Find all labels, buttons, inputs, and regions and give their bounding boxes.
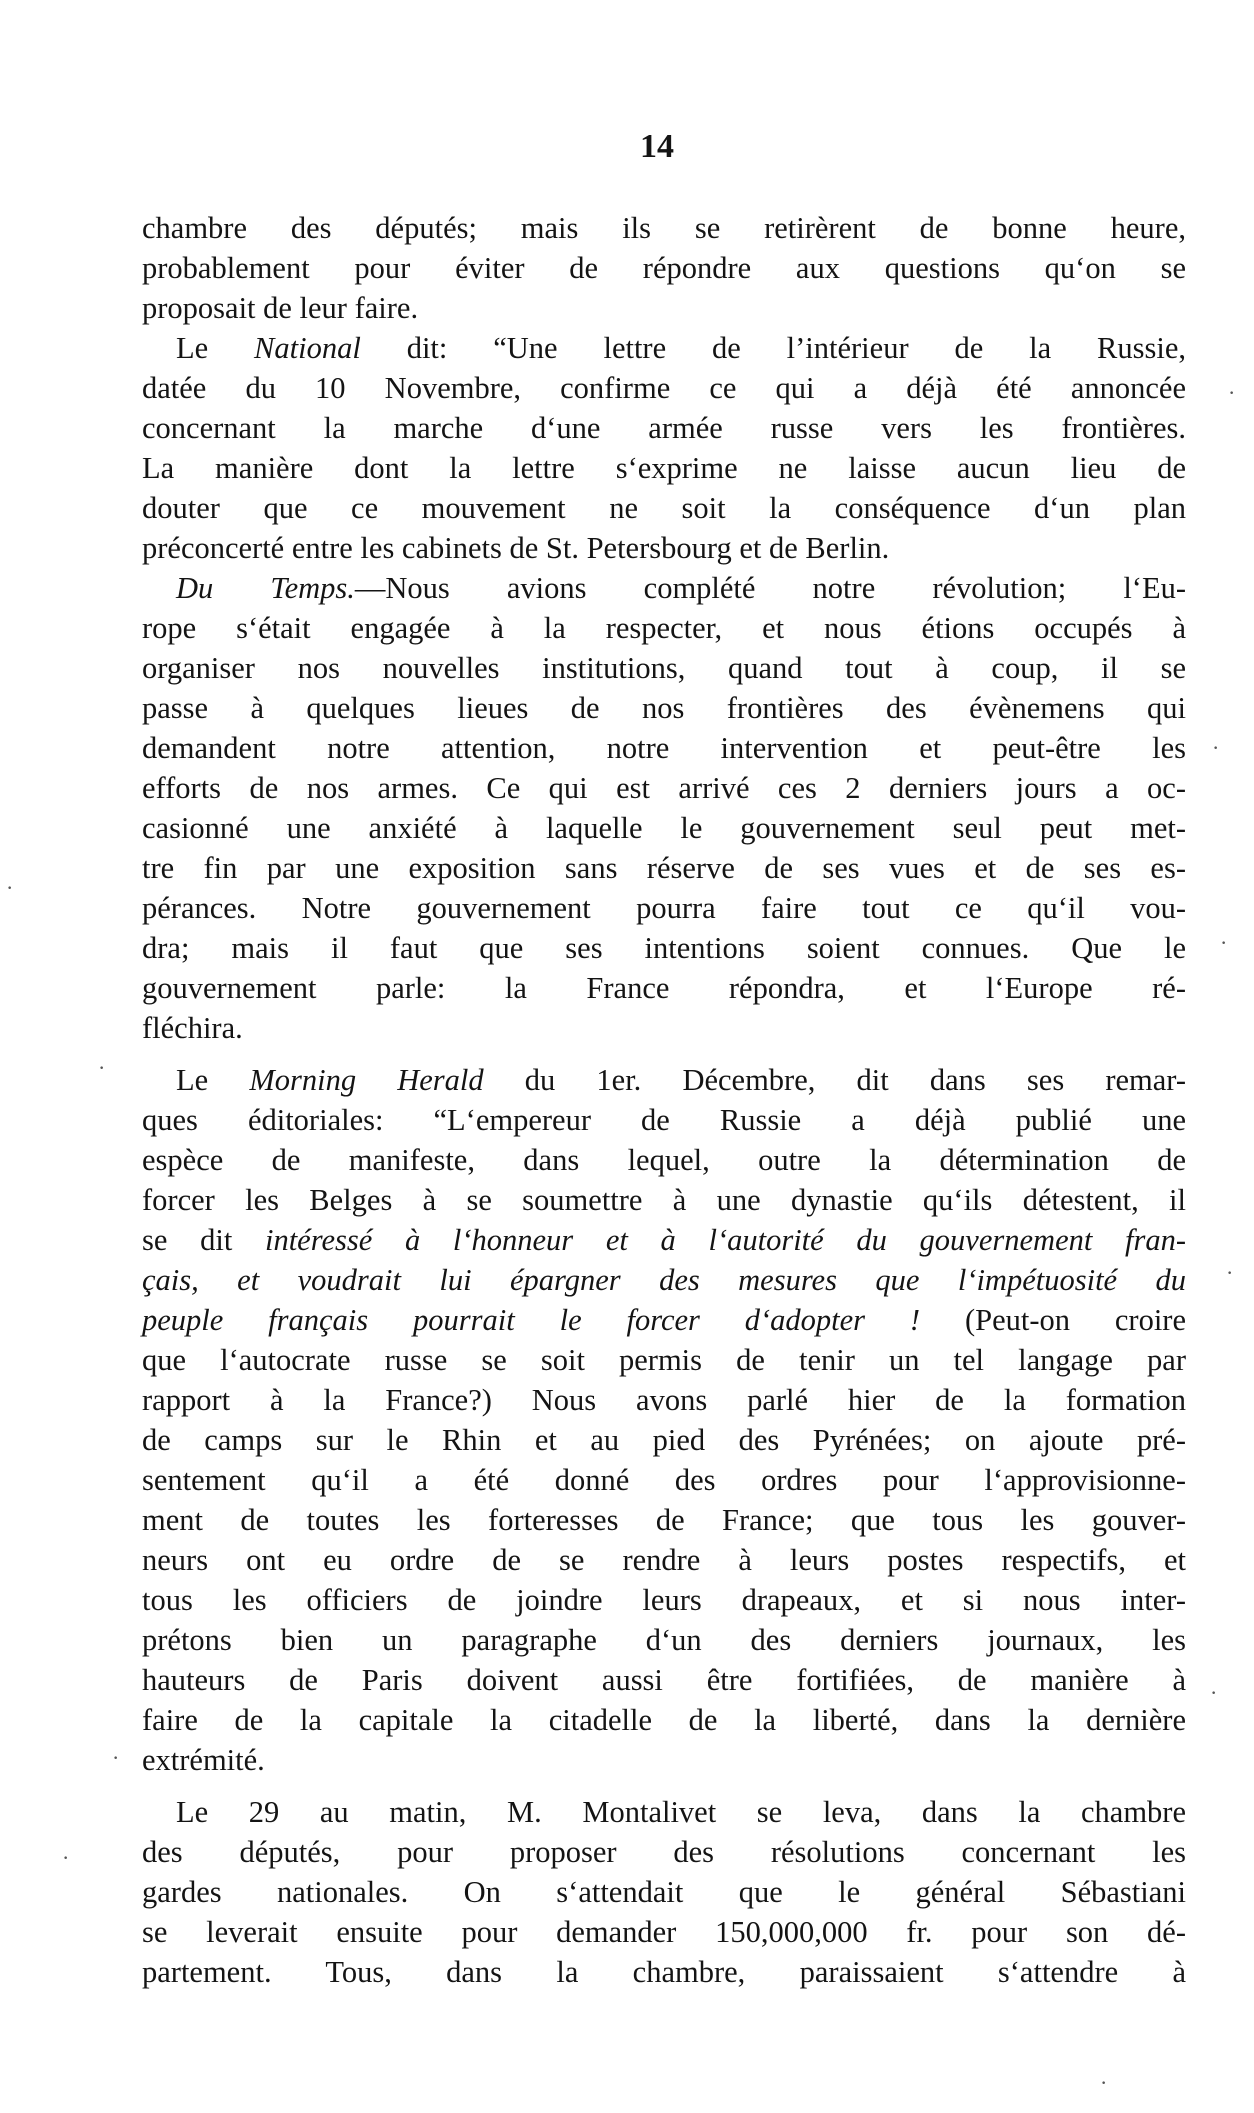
text-segment: rapport à la France?) Nous avons parlé hier de la formation: [142, 1383, 1186, 1417]
text-line: [142, 328, 1186, 368]
text-line: [142, 1700, 1186, 1740]
text-segment: Le: [176, 331, 255, 365]
text-segment: proposait de leur faire.: [142, 291, 419, 325]
text-line: [142, 208, 1186, 248]
paragraph-gap: [142, 1780, 1186, 1792]
text-line: [142, 1620, 1186, 1660]
text-segment: efforts de nos armes. Ce qui est arrivé ces 2 derniers jours a oc-: [142, 771, 1186, 805]
text-segment: douter que ce mouvement ne soit la conséquence d‘un plan: [142, 491, 1186, 525]
text-segment: extrémité.: [142, 1743, 265, 1777]
text-line: [142, 848, 1186, 888]
text-segment: organiser nos nouvelles institutions, quand tout à coup, il se: [142, 651, 1186, 685]
text-segment: gouvernement parle: la France répondra, et l‘Europe ré-: [142, 971, 1186, 1005]
text-segment: forcer les Belges à se soumettre à une dynastie qu‘ils détestent, il: [142, 1183, 1186, 1217]
text-segment: concernant la marche d‘une armée russe vers les frontières.: [142, 411, 1186, 445]
text-segment: sentement qu‘il a été donné des ordres pour l‘approvisionne-: [142, 1463, 1186, 1497]
text-line: [142, 408, 1186, 448]
body-text: [142, 208, 1186, 1992]
text-line: [142, 1340, 1186, 1380]
text-line: [142, 1380, 1186, 1420]
text-line: [142, 648, 1186, 688]
italic-text: National: [254, 331, 361, 365]
text-segment: datée du 10 Novembre, confirme ce qui a déjà été annoncée: [142, 371, 1186, 405]
text-line: [142, 288, 1186, 328]
text-segment: dit: “Une lettre de l’intérieur de la Russie,: [360, 331, 1186, 365]
text-line: [142, 368, 1186, 408]
text-line: [142, 1500, 1186, 1540]
text-segment: Le 29 au matin, M. Montalivet se leva, dans la chambre: [176, 1795, 1186, 1829]
text-line: [142, 1180, 1186, 1220]
text-segment: espèce de manifeste, dans lequel, outre la détermination de: [142, 1143, 1186, 1177]
text-line: [142, 1540, 1186, 1580]
italic-text: intéressé à l‘honneur et à l‘autorité du gouvernement fran-: [264, 1223, 1187, 1257]
text-segment: neurs ont eu ordre de se rendre à leurs postes respectifs, et: [142, 1543, 1186, 1577]
text-segment: partement. Tous, dans la chambre, paraissaient s‘attendre à: [142, 1955, 1186, 1989]
text-line: [142, 1740, 1186, 1780]
text-line: [142, 1260, 1186, 1300]
text-segment: Le: [176, 1063, 250, 1097]
italic-text: Du Temps.: [176, 571, 355, 605]
text-line: [142, 568, 1186, 608]
page-number: 14: [640, 128, 674, 165]
text-segment: rope s‘était engagée à la respecter, et nous étions occupés à: [142, 611, 1186, 645]
text-line: [142, 1660, 1186, 1700]
text-segment: La manière dont la lettre s‘exprime ne laisse aucun lieu de: [142, 451, 1186, 485]
text-segment: passe à quelques lieues de nos frontières des évènemens qui: [142, 691, 1186, 725]
text-line: [142, 1580, 1186, 1620]
text-line: [142, 1832, 1186, 1872]
text-segment: hauteurs de Paris doivent aussi être fortifiées, de manière à: [142, 1663, 1186, 1697]
text-line: [142, 1300, 1186, 1340]
text-line: [142, 968, 1186, 1008]
text-line: [142, 1872, 1186, 1912]
text-segment: gardes nationales. On s‘attendait que le général Sébastiani: [142, 1875, 1186, 1909]
text-segment: tre fin par une exposition sans réserve de ses vues et de ses es-: [142, 851, 1186, 885]
text-segment: se leverait ensuite pour demander 150,000,000 fr. pour son dé-: [142, 1915, 1186, 1949]
text-line: [142, 1220, 1186, 1260]
text-line: [142, 768, 1186, 808]
text-segment: (Peut-on croire: [920, 1303, 1186, 1337]
text-segment: se dit: [142, 1223, 265, 1257]
text-line: [142, 528, 1186, 568]
text-line: [142, 1952, 1186, 1992]
text-segment: ques éditoriales: “L‘empereur de Russie a déjà publié une: [142, 1103, 1186, 1137]
text-segment: préconcerté entre les cabinets de St. Petersbourg et de Berlin.: [142, 531, 890, 565]
text-segment: dra; mais il faut que ses intentions soient connues. Que le: [142, 931, 1186, 965]
text-line: [142, 1420, 1186, 1460]
text-line: [142, 1792, 1186, 1832]
text-line: [142, 808, 1186, 848]
text-line: [142, 1100, 1186, 1140]
text-segment: prétons bien un paragraphe d‘un des derniers journaux, les: [142, 1623, 1186, 1657]
paragraph-gap: [142, 1048, 1186, 1060]
text-line: [142, 928, 1186, 968]
text-segment: fléchira.: [142, 1011, 243, 1045]
text-segment: tous les officiers de joindre leurs drapeaux, et si nous inter-: [142, 1583, 1186, 1617]
text-segment: casionné une anxiété à laquelle le gouvernement seul peut met-: [142, 811, 1186, 845]
italic-text: Morning Herald: [249, 1063, 484, 1097]
text-line: [142, 248, 1186, 288]
text-segment: que l‘autocrate russe se soit permis de tenir un tel langage par: [142, 1343, 1186, 1377]
text-line: [142, 488, 1186, 528]
text-segment: de camps sur le Rhin et au pied des Pyrénées; on ajoute pré-: [142, 1423, 1186, 1457]
text-line: [142, 688, 1186, 728]
text-line: [142, 728, 1186, 768]
text-line: [142, 608, 1186, 648]
text-segment: pérances. Notre gouvernement pourra faire tout ce qu‘il vou-: [142, 891, 1186, 925]
text-segment: probablement pour éviter de répondre aux questions qu‘on se: [142, 251, 1186, 285]
scanned-page: 14 chambre des députés; mais ils se retirèrent de bonne heure, probablement pour éviter de répondre aux questions qu‘on se proposait de leur faire. Le National dit: “Une lettre de l’intérieur de la Russie, datée du 10 Novembre, confirme ce qui a déjà été annoncée concernant la marche d‘une armée russe vers les frontières. La manière dont la lettre s‘exprime ne laisse aucun lieu de douter que ce mouvement ne soit la conséquence d‘un plan préconcerté entre les cabinets de St. Petersbourg et de Berlin. Du Temps.—Nous avions complété notre révolution; l‘Eu- rope s‘était engagée à la respecter, et nous étions occupés à organiser nos nouvelles institutions, quand tout à coup, il se passe à quelques lieues de nos frontières des évènemens qui demandent notre attention, notre intervention et peut-être les efforts de nos armes. Ce qui est arrivé ces 2 derniers jours a oc- casionné une anxiété à laquelle le gouvernement seul peut met- tre fin par une exposition sans réserve de ses vues et de ses es- pérances. Notre gouvernement pourra faire tout ce qu‘il vou- dra; mais il faut que ses intentions soient connues. Que le gouvernement parle: la France répondra, et l‘Europe ré- fléchira. Le Morning Herald du 1er. Décembre, dit dans ses remar- ques éditoriales: “L‘empereur de Russie a déjà publié une espèce de manifeste, dans lequel, outre la détermination de forcer les Belges à se soumettre à une dynastie qu‘ils détestent, il se dit intéressé à l‘honneur et à l‘autorité du gouvernement fran- çais, et voudrait lui épargner des mesures que l‘impétuosité du peuple français pourrait le forcer d‘adopter ! (Peut-on croire que l‘autocrate russe se soit permis de tenir un tel langage par rapport à la France?) Nous avons parlé hier de la formation de camps sur le Rhin et au pied des Pyrénées; on ajoute pré- sentement qu‘il a été donné des ordres pour l‘approvisionne- ment de toutes les forteresses de France; que tous les gouver- neurs ont eu ordre de se rendre à leurs postes respectifs, et tous les officiers de joindre leurs drapeaux, et si nous inter- prétons bien un paragraphe d‘un des derniers journaux, les hauteurs de Paris doivent aussi être fortifiées, de manière à faire de la capitale la citadelle de la liberté, dans la dernière extrémité. Le 29 au matin, M. Montalivet se leva, dans la chambre des députés, pour proposer des résolutions concernant les gardes nationales. On s‘attendait que le général Sébastiani se leverait ensuite pour demander 150,000,000 fr. pour son dé- partement. Tous, dans la chambre, paraissaient s‘attendre à · · · · · · · · · ·: [6, 128, 1236, 2095]
text-segment: demandent notre attention, notre intervention et peut-être les: [142, 731, 1186, 765]
text-line: [142, 1912, 1186, 1952]
italic-text: peuple français pourrait le forcer d‘adopter !: [142, 1303, 921, 1337]
text-line: [142, 1008, 1186, 1048]
text-segment: chambre des députés; mais ils se retirèrent de bonne heure,: [142, 211, 1186, 245]
text-line: [142, 1140, 1186, 1180]
text-segment: des députés, pour proposer des résolutions concernant les: [142, 1835, 1186, 1869]
text-line: [142, 448, 1186, 488]
text-segment: du 1er. Décembre, dit dans ses remar-: [483, 1063, 1186, 1097]
italic-text: çais, et voudrait lui épargner des mesures que l‘impétuosité du: [142, 1263, 1186, 1297]
text-line: [142, 1460, 1186, 1500]
text-line: [142, 1060, 1186, 1100]
text-segment: ment de toutes les forteresses de France; que tous les gouver-: [142, 1503, 1186, 1537]
text-segment: faire de la capitale la citadelle de la liberté, dans la dernière: [142, 1703, 1186, 1737]
text-line: [142, 888, 1186, 928]
text-segment: —Nous avions complété notre révolution; l‘Eu-: [354, 571, 1186, 605]
